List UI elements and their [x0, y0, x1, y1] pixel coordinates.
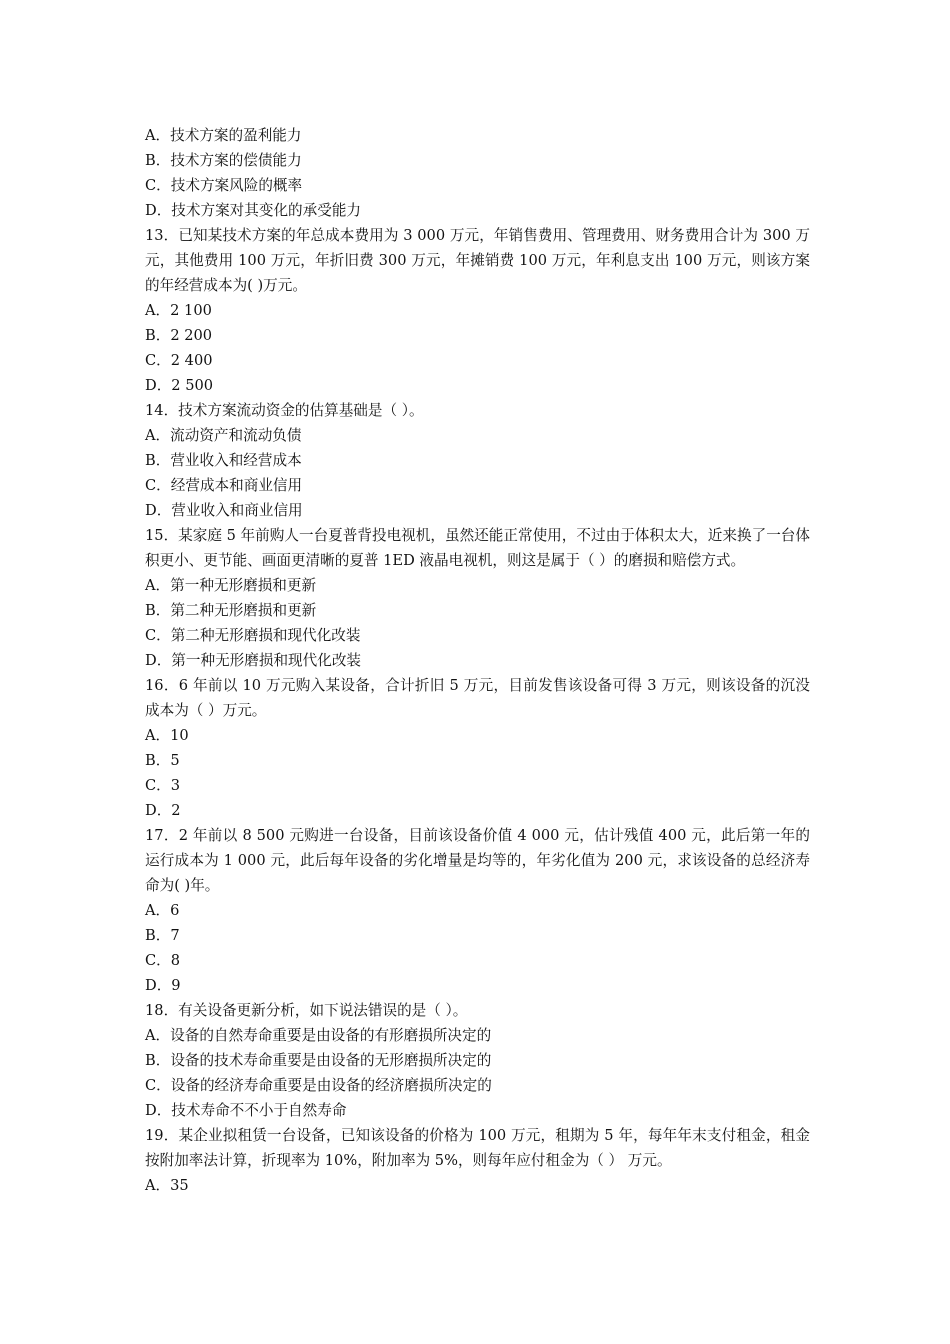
option-line: C．技术方案风险的概率 [145, 177, 303, 194]
option-line: C．设备的经济寿命重要是由设备的经济磨损所决定的 [145, 1077, 492, 1094]
option-line: D．2 [145, 802, 181, 819]
option-line: B．营业收入和经营成本 [145, 452, 302, 469]
option-line: C．经营成本和商业信用 [145, 477, 303, 494]
option-line: A．流动资产和流动负债 [145, 427, 302, 444]
option-line: D．技术寿命不不小于自然寿命 [145, 1102, 347, 1119]
option-line: A．设备的自然寿命重要是由设备的有形磨损所决定的 [145, 1027, 492, 1044]
question-18: 18．有关设备更新分析，如下说法错误的是（ ）。 [145, 1002, 468, 1019]
option-line: C．3 [145, 777, 181, 794]
option-line: D．第一种无形磨损和现代化改装 [145, 652, 362, 669]
option-line: B．第二种无形磨损和更新 [145, 602, 317, 619]
question-14: 14．技术方案流动资金的估算基础是（ ）。 [145, 402, 424, 419]
option-line: A．技术方案的盈利能力 [145, 127, 302, 144]
option-line: A．10 [145, 727, 189, 744]
option-line: C．2 400 [145, 352, 213, 369]
option-line: A．6 [145, 902, 180, 919]
option-line: B．7 [145, 927, 180, 944]
document-page [145, 123, 810, 1198]
option-line: D．9 [145, 977, 181, 994]
question-13: 13．已知某技术方案的年总成本费用为 3 000 万元，年销售费用、管理费用、财务费用合计为 300 万元，其他费用 100 万元，年折旧费 300 万元，年摊销费 100 万元，年利息支出 100 万元，则该方案的年经营成本为( )万元。 [145, 227, 810, 294]
option-line: B．2 200 [145, 327, 213, 344]
option-line: B．5 [145, 752, 180, 769]
option-line: C．8 [145, 952, 181, 969]
option-line: A．2 100 [145, 302, 212, 319]
question-16: 16．6 年前以 10 万元购入某设备，合计折旧 5 万元，目前发售该设备可得 3 万元，则该设备的沉没成本为（ ）万元。 [145, 677, 810, 719]
option-line: D．营业收入和商业信用 [145, 502, 303, 519]
option-line: D．技术方案对其变化的承受能力 [145, 202, 362, 219]
option-line: B．设备的技术寿命重要是由设备的无形磨损所决定的 [145, 1052, 492, 1069]
option-line: C．第二种无形磨损和现代化改装 [145, 627, 361, 644]
option-line: A．第一种无形磨损和更新 [145, 577, 317, 594]
option-line: A．35 [145, 1177, 189, 1194]
option-line: B．技术方案的偿债能力 [145, 152, 302, 169]
question-19: 19．某企业拟租赁一台设备，已知该设备的价格为 100 万元，租期为 5 年，每年年末支付租金，租金按附加率法计算，折现率为 10%，附加率为 5%，则每年应付租金为（ ） 万元。 [145, 1127, 810, 1169]
option-line: D．2 500 [145, 377, 214, 394]
question-15: 15．某家庭 5 年前购人一台夏普背投电视机，虽然还能正常使用，不过由于体积太大，近来换了一台体积更小、更节能、画面更清晰的夏普 1ED 液晶电视机，则这是属于（ ）的磨损和赔偿方式。 [145, 527, 810, 569]
question-17: 17．2 年前以 8 500 元购进一台设备，目前该设备价值 4 000 元，估计残值 400 元，此后第一年的运行成本为 1 000 元，此后每年设备的劣化增量是均等的，年劣化值为 200 元，求该设备的总经济寿命为( )年。 [145, 827, 810, 894]
